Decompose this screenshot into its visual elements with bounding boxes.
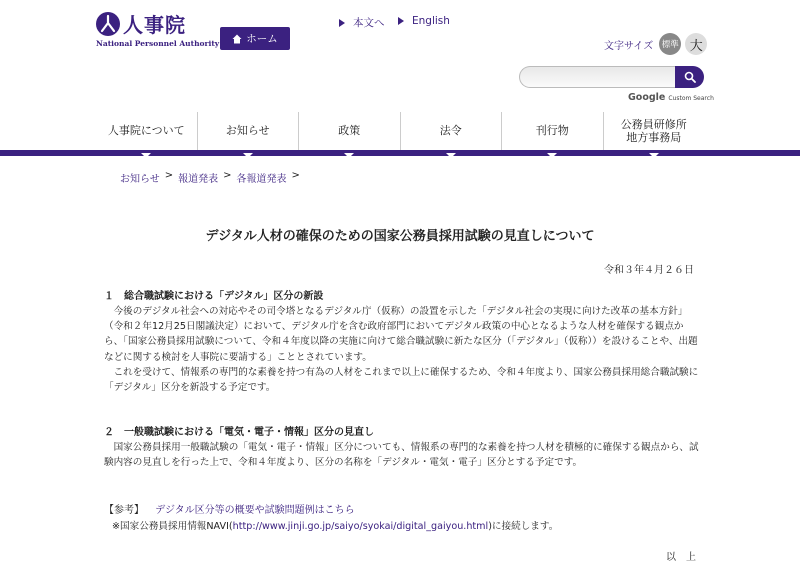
home-button-label: ホーム [246, 33, 278, 45]
logo-name: 人事院 [123, 13, 186, 37]
logo-subtitle: National Personnel Authority [96, 39, 220, 48]
breadcrumb-item-press[interactable]: 報道発表 [178, 174, 219, 185]
breadcrumb [120, 170, 300, 185]
breadcrumb-separator: > [223, 170, 232, 181]
english-label: English [412, 15, 450, 27]
google-label: Google [628, 92, 666, 103]
font-size-standard-button[interactable]: 標準 [659, 33, 681, 55]
section-ippanshoku [104, 425, 700, 470]
reference-note-prefix: ※国家公務員採用情報NAVI( [112, 521, 233, 532]
font-size-switcher [604, 33, 707, 55]
reference-url-link[interactable]: http://www.jinji.go.jp/saiyo/syokai/digital_gaiyou.html [232, 521, 489, 532]
nav-underline-bar [0, 150, 800, 156]
skip-to-content-link[interactable] [339, 15, 385, 30]
font-size-large-button[interactable]: 大 [685, 33, 707, 55]
search-input[interactable] [519, 66, 677, 88]
triangle-right-icon [339, 19, 345, 27]
reference-note [112, 518, 558, 532]
caret-down-icon [243, 153, 253, 158]
nav-item-news[interactable] [198, 112, 300, 150]
publish-date: 令和３年４月２６日 [604, 265, 694, 276]
reference-note-suffix: )に接続します。 [488, 521, 559, 532]
search-button[interactable] [675, 66, 704, 88]
section-paragraph: 今後のデジタル社会への対応やその司令塔となるデジタル庁（仮称）の設置を示した「デジタル社会の実現に向けた改革の基本方針」（令和２年12月25日閣議決定）において、デジタル庁を含む政府部門においてデジタル政策の中心となるような人材を確保する観点から、「国家公務員採用試験について、令和４年度以降の実施に向けて総合職試験に新たな区分（「デジタル」（仮称））を設けることや、出題などに関する検討を人事院に要請する」こととされています。 [104, 306, 698, 363]
triangle-right-icon [398, 17, 404, 25]
nav-item-label: 公務員研修所 地方事務局 [620, 117, 687, 144]
site-logo[interactable] [96, 12, 220, 52]
font-size-label: 文字サイズ [604, 40, 654, 52]
nav-item-policy[interactable] [299, 112, 401, 150]
global-nav [96, 112, 704, 150]
search-box [519, 66, 704, 88]
breadcrumb-item-news[interactable]: お知らせ [120, 174, 160, 185]
section-sogoshoku [104, 289, 700, 395]
nav-item-label: 政策 [338, 124, 361, 138]
logo-mark-icon [96, 12, 120, 36]
breadcrumb-item-each-press[interactable]: 各報道発表 [236, 174, 287, 185]
caret-down-icon [344, 153, 354, 158]
caret-down-icon [649, 153, 659, 158]
breadcrumb-separator: > [291, 170, 300, 181]
custom-search-label: Custom Search [668, 95, 714, 102]
nav-item-label: お知らせ [225, 124, 270, 138]
caret-down-icon [141, 153, 151, 158]
section-paragraph: 国家公務員採用一般職試験の「電気・電子・情報」区分についても、情報系の専門的な素養を持つ人材を積極的に確保する観点から、試験内容の見直しを行った上で、令和４年度より、区分の名称を「デジタル・電気・電子」区分とする予定です。 [104, 442, 699, 469]
home-button[interactable] [220, 27, 290, 50]
nav-item-label: 刊行物 [535, 124, 569, 138]
nav-item-about[interactable] [96, 112, 198, 150]
reference-line [104, 501, 355, 516]
nav-item-label: 人事院について [107, 124, 185, 138]
nav-item-label: 法令 [439, 124, 462, 138]
nav-item-publications[interactable] [502, 112, 604, 150]
nav-item-training-regional[interactable] [604, 112, 705, 150]
section-heading: ２ 一般職試験における「電気・電子・情報」区分の見直し [104, 427, 374, 438]
search-icon [684, 71, 696, 83]
section-heading: １ 総合職試験における「デジタル」区分の新設 [104, 291, 324, 302]
english-link[interactable] [398, 15, 450, 27]
reference-bracket: 【参考】 [104, 505, 144, 516]
nav-item-laws[interactable] [401, 112, 503, 150]
closing-text: 以 上 [666, 552, 696, 563]
caret-down-icon [547, 153, 557, 158]
page-title: デジタル人材の確保のための国家公務員採用試験の見直しについて [205, 229, 595, 244]
skip-to-content-label: 本文へ [353, 17, 385, 29]
reference-link[interactable]: デジタル区分等の概要や試験問題例はこちら [155, 505, 355, 516]
home-icon [232, 34, 242, 44]
section-paragraph: これを受けて、情報系の専門的な素養を持つ有為の人材をこれまで以上に確保するため、令和４年度より、国家公務員採用総合職試験に「デジタル」区分を新設する予定です。 [104, 366, 699, 394]
caret-down-icon [446, 153, 456, 158]
breadcrumb-separator: > [164, 170, 174, 181]
google-custom-search-label [628, 92, 714, 103]
